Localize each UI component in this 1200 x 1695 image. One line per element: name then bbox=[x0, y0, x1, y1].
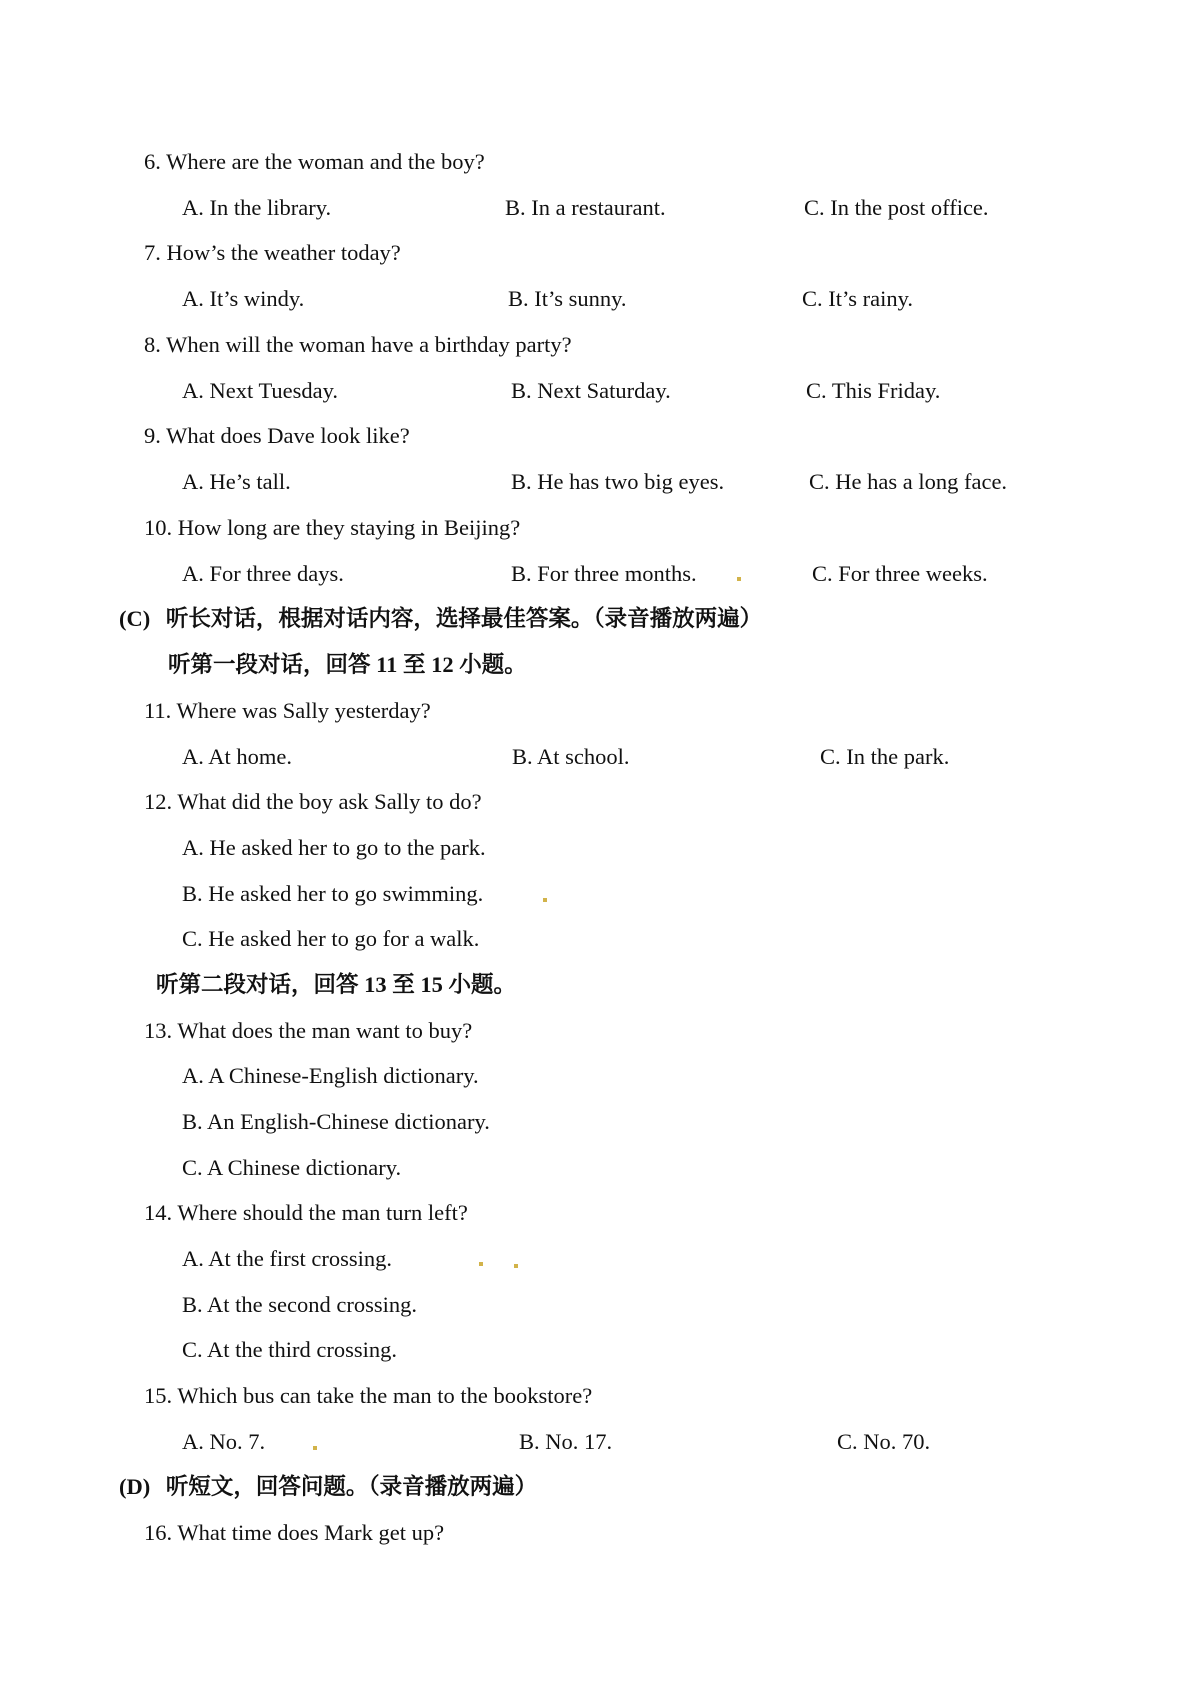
scan-speck bbox=[313, 1446, 317, 1450]
question-7: 7. How’s the weather today? bbox=[144, 240, 401, 265]
option-b: B. It’s sunny. bbox=[508, 286, 627, 311]
option-c: C. A Chinese dictionary. bbox=[182, 1155, 402, 1180]
question-6: 6. Where are the woman and the boy? bbox=[144, 149, 485, 174]
section-label: (C) bbox=[119, 606, 151, 631]
option-c: C. He asked her to go for a walk. bbox=[182, 926, 480, 951]
option-b: B. In a restaurant. bbox=[505, 195, 666, 220]
scan-speck bbox=[737, 577, 741, 581]
option-c: C. This Friday. bbox=[806, 378, 941, 403]
option-c: C. In the park. bbox=[820, 744, 950, 769]
option-b: B. He asked her to go swimming. bbox=[182, 881, 484, 906]
section-instruction: 听短文，回答问题。（录音播放两遍） bbox=[165, 1474, 538, 1499]
options-row-11 bbox=[0, 742, 1200, 772]
option-c: C. In the post office. bbox=[804, 195, 989, 220]
section-c-heading bbox=[119, 604, 762, 634]
scan-speck bbox=[514, 1264, 518, 1268]
option-a: A. No. 7. bbox=[182, 1429, 266, 1454]
option-c: C. It’s rainy. bbox=[802, 286, 914, 311]
section-label: (D) bbox=[119, 1474, 151, 1499]
option-b: B. No. 17. bbox=[519, 1429, 613, 1454]
dialogue-1-heading: 听第一段对话，回答 11 至 12 小题。 bbox=[168, 652, 527, 677]
question-13: 13. What does the man want to buy? bbox=[144, 1018, 473, 1043]
question-12: 12. What did the boy ask Sally to do? bbox=[144, 789, 482, 814]
option-b: B. An English-Chinese dictionary. bbox=[182, 1109, 490, 1134]
question-8: 8. When will the woman have a birthday party? bbox=[144, 332, 572, 357]
options-row-6 bbox=[0, 193, 1200, 223]
option-a: A. A Chinese-English dictionary. bbox=[182, 1063, 479, 1088]
scan-speck bbox=[543, 898, 547, 902]
question-11: 11. Where was Sally yesterday? bbox=[144, 698, 431, 723]
section-instruction: 听长对话，根据对话内容，选择最佳答案。（录音播放两遍） bbox=[165, 606, 763, 631]
option-a: A. At home. bbox=[182, 744, 292, 769]
options-row-10 bbox=[0, 559, 1200, 589]
options-row-8 bbox=[0, 376, 1200, 406]
question-9: 9. What does Dave look like? bbox=[144, 423, 410, 448]
question-14: 14. Where should the man turn left? bbox=[144, 1200, 468, 1225]
section-d-heading bbox=[119, 1472, 537, 1502]
option-a: A. For three days. bbox=[182, 561, 344, 586]
option-b: B. At the second crossing. bbox=[182, 1292, 417, 1317]
dialogue-2-heading: 听第二段对话，回答 13 至 15 小题。 bbox=[156, 972, 517, 997]
scan-speck bbox=[479, 1262, 483, 1266]
option-a: A. At the first crossing. bbox=[182, 1246, 392, 1271]
option-c: C. For three weeks. bbox=[812, 561, 988, 586]
option-b: B. Next Saturday. bbox=[511, 378, 671, 403]
option-a: A. It’s windy. bbox=[182, 286, 305, 311]
question-16: 16. What time does Mark get up? bbox=[144, 1520, 445, 1545]
option-a: A. He asked her to go to the park. bbox=[182, 835, 486, 860]
options-row-7 bbox=[0, 284, 1200, 314]
option-b: B. For three months. bbox=[511, 561, 697, 586]
options-row-9 bbox=[0, 467, 1200, 497]
option-a: A. Next Tuesday. bbox=[182, 378, 339, 403]
option-a: A. He’s tall. bbox=[182, 469, 291, 494]
option-c: C. At the third crossing. bbox=[182, 1337, 397, 1362]
options-row-15 bbox=[0, 1427, 1200, 1457]
question-15: 15. Which bus can take the man to the bookstore? bbox=[144, 1383, 593, 1408]
option-b: B. At school. bbox=[512, 744, 630, 769]
question-10: 10. How long are they staying in Beijing? bbox=[144, 515, 521, 540]
option-b: B. He has two big eyes. bbox=[511, 469, 725, 494]
option-c: C. He has a long face. bbox=[809, 469, 1008, 494]
option-a: A. In the library. bbox=[182, 195, 332, 220]
option-c: C. No. 70. bbox=[837, 1429, 931, 1454]
